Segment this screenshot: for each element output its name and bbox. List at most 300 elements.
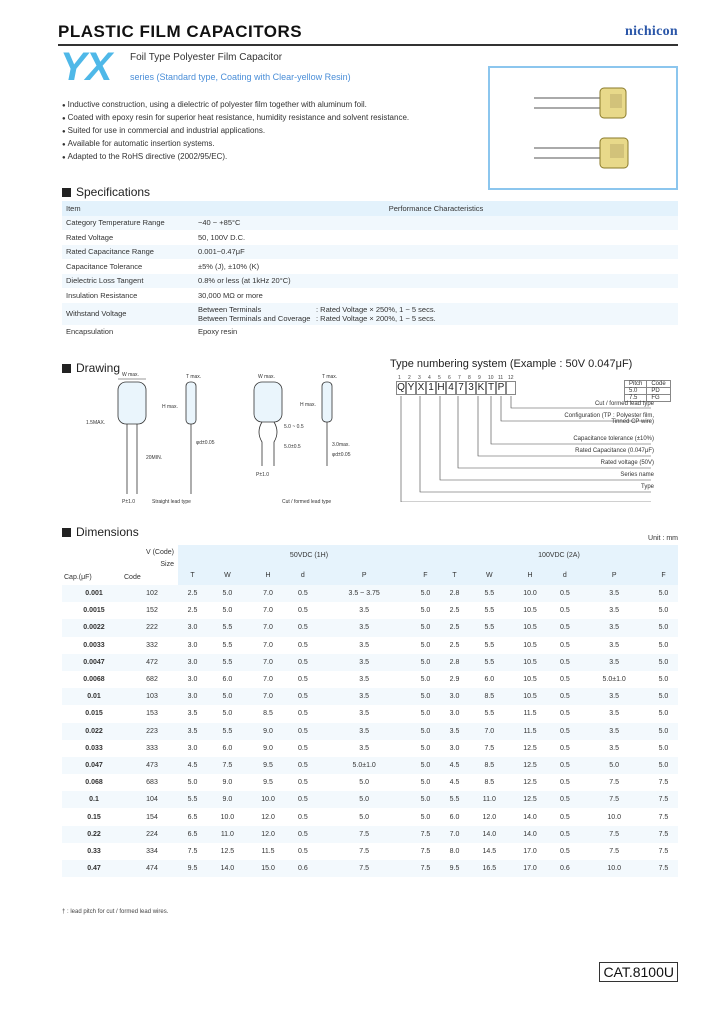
table-cell: 0.5	[559, 710, 570, 718]
table-cell: 0.5	[550, 826, 579, 843]
table-cell: 8.5	[469, 757, 510, 774]
table-row	[62, 637, 678, 654]
table-cell: 0.5	[298, 641, 308, 649]
table-cell: 5.0	[658, 641, 669, 649]
column-header: W	[469, 565, 510, 585]
table-cell: 5.0	[222, 710, 233, 718]
table-cell: 5.0	[359, 813, 370, 821]
table-cell: 7.0	[248, 619, 289, 636]
table-cell: 3.0	[178, 654, 207, 671]
table-cell: 3.5	[359, 744, 370, 752]
table-cell: 7.5	[484, 744, 495, 752]
table-cell: 10.5	[510, 654, 551, 671]
table-row	[62, 602, 678, 619]
capacitance-cell: 0.0015	[83, 607, 105, 615]
table-cell: 10.5	[523, 641, 537, 649]
table-cell: 5.0	[649, 723, 678, 740]
table-cell: 3.5	[579, 723, 649, 740]
table-cell: 0.5	[288, 619, 317, 636]
code-cell: 474	[126, 860, 178, 877]
capacitance-cell: 0.0047	[62, 654, 126, 671]
table-cell: 2.5	[187, 607, 198, 615]
feature-item: ● Available for automatic insertion systems.	[62, 138, 409, 151]
table-cell: 3.0	[187, 641, 198, 649]
table-cell: 5.0	[411, 688, 440, 705]
column-header: T	[178, 565, 207, 585]
capacitance-cell: 0.22	[62, 826, 126, 843]
column-header: P	[579, 565, 649, 585]
capacitance-cell: 0.33	[87, 847, 101, 855]
table-cell: 8.5	[484, 779, 495, 787]
code-cell: 222	[126, 619, 178, 636]
table-cell: 7.5	[579, 791, 649, 808]
table-cell: 0.5	[298, 710, 308, 718]
table-cell: 10.5	[510, 688, 551, 705]
table-cell: 4.5	[178, 757, 207, 774]
table-row	[62, 860, 678, 877]
table-cell: 10.0	[248, 791, 289, 808]
table-row	[62, 619, 678, 636]
table-cell: 12.5	[510, 757, 551, 774]
code-cell: 223	[126, 723, 178, 740]
table-cell: 5.0	[411, 585, 440, 602]
table-cell: 0.5	[298, 607, 308, 615]
table-cell: 0.6	[550, 860, 579, 877]
spec-row: Dielectric Loss Tangent 0.8% or less (at 1kHz 20°C)	[62, 274, 678, 289]
table-cell: 7.0	[263, 676, 273, 684]
table-cell: 0.5	[288, 723, 317, 740]
capacitance-cell: 0.015	[85, 710, 103, 718]
table-cell: 12.5	[523, 744, 537, 752]
table-cell: 6.0	[484, 676, 495, 684]
capacitance-cell: 0.15	[87, 813, 101, 821]
table-cell: 9.0	[207, 791, 248, 808]
table-cell: 12.0	[261, 813, 275, 821]
table-cell: 3.5	[178, 723, 207, 740]
type-numbering-title: Type numbering system (Example : 50V 0.047μF)	[390, 358, 633, 370]
table-cell: 5.0	[411, 654, 440, 671]
table-cell: 3.5	[579, 654, 649, 671]
table-cell: 3.5	[440, 723, 469, 740]
table-cell: 0.5	[559, 744, 570, 752]
table-cell: 5.0	[411, 723, 440, 740]
table-cell: 7.5	[317, 860, 411, 877]
type-digit-row: 1 2 3 4 5 6 7 8 9 10 11 12	[398, 375, 514, 381]
table-cell: 3.5	[579, 688, 649, 705]
table-cell: 5.5	[207, 654, 248, 671]
table-cell: 12.5	[510, 791, 551, 808]
table-cell: 7.0	[469, 723, 510, 740]
table-row	[62, 740, 678, 757]
column-header: H	[510, 565, 551, 585]
table-row	[62, 808, 678, 825]
capacitance-cell: 0.0022	[62, 619, 126, 636]
svg-text:Cut / formed lead type: Cut / formed lead type	[282, 499, 332, 505]
column-header: W	[207, 565, 248, 585]
code-cell: 683	[146, 779, 158, 787]
table-cell: 7.0	[248, 654, 289, 671]
table-cell: 15.0	[248, 860, 289, 877]
svg-text:5.0 ~ 0.5: 5.0 ~ 0.5	[284, 424, 304, 430]
table-cell: 3.5	[579, 585, 649, 602]
svg-text:3.0max.: 3.0max.	[332, 442, 350, 448]
table-cell: 5.0	[658, 744, 669, 752]
table-cell: 2.5	[178, 585, 207, 602]
footnote: † : lead pitch for cut / formed lead wires.	[62, 909, 169, 915]
table-cell: 11.5	[261, 847, 275, 855]
table-cell: 3.0	[178, 619, 207, 636]
table-row	[62, 723, 678, 740]
column-header: d	[288, 565, 317, 585]
table-cell: 9.0	[248, 723, 289, 740]
table-cell: 0.5	[559, 641, 570, 649]
column-header: F	[649, 565, 678, 585]
table-cell: 5.5	[207, 723, 248, 740]
table-cell: 3.0	[187, 676, 198, 684]
table-cell: 5.5	[469, 585, 510, 602]
table-cell: 12.0	[248, 826, 289, 843]
table-row	[62, 843, 678, 860]
column-header: F	[411, 565, 440, 585]
table-cell: 3.5 ~ 3.75	[317, 585, 411, 602]
svg-text:P±1.0: P±1.0	[256, 472, 270, 478]
table-cell: 14.5	[482, 847, 497, 855]
unit-label: Unit : mm	[648, 535, 678, 542]
series-description: Foil Type Polyester Film Capacitor	[130, 52, 283, 63]
table-cell: 2.8	[440, 654, 469, 671]
svg-text:φd±0.05: φd±0.05	[332, 452, 351, 458]
table-cell: 0.5	[298, 813, 308, 821]
table-cell: 7.0	[248, 688, 289, 705]
table-cell: 0.5	[559, 779, 570, 787]
table-cell: 5.0	[420, 607, 431, 615]
table-cell: 5.5	[469, 619, 510, 636]
table-cell: 0.5	[559, 676, 570, 684]
code-cell: 473	[126, 757, 178, 774]
catalog-number: CAT.8100U	[599, 962, 678, 982]
code-cell: 334	[146, 847, 158, 855]
table-cell: 5.0	[658, 607, 669, 615]
table-cell: 7.0	[248, 585, 289, 602]
table-cell: 5.5	[440, 791, 469, 808]
table-cell: 7.5	[187, 847, 198, 855]
table-row	[62, 791, 678, 808]
table-cell: 3.5	[359, 676, 370, 684]
table-cell: 9.5	[248, 757, 289, 774]
table-cell: 0.5	[559, 813, 570, 821]
table-cell: 0.6	[288, 860, 317, 877]
type-callout-labels: Cut / formed lead type Configuration (TP : Polyester film, Tinned CP wire) Capacitance tolerance (±10%) Rated Capacitance (0.047μF) Rated voltage (50V) Series name Type	[564, 401, 654, 490]
code-cell: 104	[126, 791, 178, 808]
dimension-drawing	[86, 366, 386, 511]
table-cell: 7.5	[359, 847, 370, 855]
table-cell: 5.0	[207, 688, 248, 705]
dimensions-heading: Dimensions	[62, 525, 139, 539]
table-cell: 6.5	[187, 813, 198, 821]
table-cell: 9.5	[440, 860, 469, 877]
table-cell: 10.0	[579, 860, 649, 877]
table-cell: 8.0	[449, 847, 460, 855]
table-cell: 10.5	[523, 676, 537, 684]
table-cell: 10.5	[510, 619, 551, 636]
column-header: P	[317, 565, 411, 585]
table-cell: 5.0	[207, 585, 248, 602]
table-cell: 12.5	[523, 779, 537, 787]
table-cell: 11.5	[523, 710, 537, 718]
capacitance-cell: 0.022	[62, 723, 126, 740]
svg-text:H max.: H max.	[162, 404, 178, 410]
table-cell: 17.0	[510, 860, 551, 877]
table-cell: 7.0	[263, 607, 273, 615]
table-cell: 5.0	[420, 813, 431, 821]
table-cell: 11.5	[510, 723, 551, 740]
table-cell: 0.5	[550, 619, 579, 636]
table-cell: 8.5	[263, 710, 273, 718]
table-row	[62, 705, 678, 722]
table-cell: 5.5	[469, 654, 510, 671]
table-row	[62, 585, 678, 602]
table-cell: 3.0	[440, 688, 469, 705]
table-cell: 14.0	[207, 860, 248, 877]
feature-item: ● Suited for use in commercial and industrial applications.	[62, 125, 409, 138]
table-cell: 3.5	[317, 688, 411, 705]
table-row	[62, 688, 678, 705]
table-cell: 0.5	[550, 585, 579, 602]
table-cell: 2.5	[449, 641, 460, 649]
table-cell: 14.0	[469, 826, 510, 843]
table-cell: 10.0	[607, 813, 621, 821]
spec-row: Capacitance Tolerance ±5% (J), ±10% (K)	[66, 261, 260, 271]
table-cell: 7.5	[317, 826, 411, 843]
series-code: YX	[60, 45, 112, 89]
column-header: d	[550, 565, 579, 585]
table-cell: 5.5	[484, 710, 495, 718]
table-cell: 10.0	[220, 813, 235, 821]
table-cell: 5.0±1.0	[317, 757, 411, 774]
table-cell: 5.0	[420, 710, 431, 718]
svg-text:H max.: H max.	[300, 402, 316, 408]
table-cell: 3.5	[359, 710, 370, 718]
spec-row: Encapsulation Epoxy resin	[66, 327, 238, 337]
group-50v: 50VDC (1H)	[178, 545, 440, 565]
table-cell: 9.0	[263, 744, 273, 752]
table-cell: 8.5	[469, 688, 510, 705]
table-cell: 5.0	[411, 757, 440, 774]
table-cell: 0.5	[288, 654, 317, 671]
table-cell: 7.5	[207, 757, 248, 774]
code-cell: 333	[146, 744, 158, 752]
capacitance-cell: 0.033	[85, 744, 103, 752]
table-cell: 7.5	[649, 860, 678, 877]
table-cell: 16.5	[469, 860, 510, 877]
table-row	[62, 757, 678, 774]
code-cell: 103	[126, 688, 178, 705]
column-header: T	[440, 565, 469, 585]
table-cell: 12.0	[482, 813, 497, 821]
table-cell: 3.5	[609, 710, 620, 718]
table-cell: 4.5	[449, 779, 460, 787]
table-cell: 3.5	[359, 607, 370, 615]
table-cell: 0.5	[288, 585, 317, 602]
table-cell: 5.0±1.0	[602, 676, 626, 684]
title-rule	[58, 44, 678, 46]
table-cell: 5.0	[658, 676, 669, 684]
table-cell: 7.0	[263, 641, 273, 649]
table-cell: 5.0	[187, 779, 198, 787]
corner-header: V (Code) Size Cap.(μF) Code	[62, 545, 178, 585]
code-cell: 154	[146, 813, 158, 821]
capacitance-cell: 0.01	[62, 688, 126, 705]
table-cell: 0.5	[288, 688, 317, 705]
table-cell: 7.5	[609, 779, 620, 787]
table-cell: 6.5	[178, 826, 207, 843]
table-cell: 3.5	[359, 641, 370, 649]
table-cell: 7.5	[411, 826, 440, 843]
table-cell: 7.5	[609, 847, 620, 855]
svg-text:Straight lead type: Straight lead type	[152, 499, 191, 505]
table-cell: 0.5	[298, 744, 308, 752]
table-cell: 7.0	[440, 826, 469, 843]
svg-text:T max.: T max.	[322, 374, 338, 380]
table-cell: 5.0	[222, 607, 233, 615]
table-cell: 14.0	[523, 813, 537, 821]
table-cell: 5.0	[649, 619, 678, 636]
svg-text:W max.: W max.	[122, 372, 139, 378]
table-cell: 5.5	[484, 641, 495, 649]
specifications-table	[62, 201, 678, 339]
spec-col-item: Item	[62, 201, 194, 216]
table-cell: 5.0	[649, 585, 678, 602]
capacitor-image	[490, 68, 676, 188]
table-cell: 14.0	[510, 826, 551, 843]
table-cell: 4.5	[440, 757, 469, 774]
table-cell: 17.0	[523, 847, 537, 855]
spec-row: Rated Voltage 50, 100V D.C.	[66, 232, 246, 242]
table-cell: 6.0	[449, 813, 460, 821]
table-cell: 5.0	[420, 779, 431, 787]
table-cell: 0.5	[298, 847, 308, 855]
table-cell: 5.0	[658, 710, 669, 718]
capacitance-cell: 0.047	[62, 757, 126, 774]
table-cell: 9.0	[222, 779, 233, 787]
table-cell: 0.5	[550, 757, 579, 774]
table-cell: 3.5	[609, 607, 620, 615]
feature-list	[62, 99, 409, 164]
table-cell: 3.0	[187, 744, 198, 752]
svg-text:5.0±0.5: 5.0±0.5	[284, 444, 301, 450]
table-cell: 2.8	[440, 585, 469, 602]
table-cell: 3.5	[317, 619, 411, 636]
table-cell: 6.0	[222, 676, 233, 684]
drawing-heading: Drawing	[62, 361, 120, 375]
table-cell: 9.5	[178, 860, 207, 877]
table-cell: 3.0	[449, 744, 460, 752]
feature-item: ● Coated with epoxy resin for superior heat resistance, humidity resistance and solvent resistance.	[62, 112, 409, 125]
code-cell: 102	[126, 585, 178, 602]
table-row	[62, 671, 678, 688]
table-cell: 3.0	[449, 710, 460, 718]
spec-row: Rated Capacitance Range 0.001~0.47μF	[62, 245, 678, 260]
table-cell: 3.5	[609, 744, 620, 752]
capacitance-cell: 0.0068	[83, 676, 105, 684]
table-cell: 5.0	[420, 676, 431, 684]
code-cell: 682	[146, 676, 158, 684]
svg-text:20MIN.: 20MIN.	[146, 455, 163, 461]
table-row	[62, 826, 678, 843]
table-cell: 5.0	[649, 688, 678, 705]
pitch-code-table: Pitch Code 5.0 PD 7.5 FG	[624, 380, 671, 402]
table-cell: 11.0	[207, 826, 248, 843]
capacitance-cell: 0.47	[62, 860, 126, 877]
series-subtitle: series (Standard type, Coating with Clear-yellow Resin)	[130, 72, 351, 82]
dimensions-table	[62, 545, 678, 877]
brand-logo: nichicon	[625, 24, 678, 39]
spec-row: Withstand Voltage Between Terminals : Rated Voltage × 250%, 1 ~ 5 secs. Between Terminals and Coverage : Rated Voltage × 200%, 1 ~ 5 secs.	[62, 303, 678, 325]
code-cell: 332	[146, 641, 158, 649]
table-cell: 5.5	[178, 791, 207, 808]
table-cell: 3.5	[317, 723, 411, 740]
table-cell: 9.5	[263, 779, 273, 787]
table-cell: 2.5	[449, 607, 460, 615]
code-cell: 224	[126, 826, 178, 843]
table-cell: 0.5	[298, 676, 308, 684]
table-cell: 0.5	[550, 723, 579, 740]
svg-text:1.5MAX.: 1.5MAX.	[86, 420, 106, 426]
feature-item: ● Inductive construction, using a dielectric of polyester film together with aluminum foil.	[62, 99, 409, 112]
table-cell: 7.5	[658, 779, 669, 787]
spec-row: Insulation Resistance 30,000 MΩ or more	[66, 290, 263, 300]
table-cell: 7.5	[420, 847, 431, 855]
table-cell: 7.5	[579, 826, 649, 843]
table-cell: 7.5	[649, 826, 678, 843]
table-cell: 5.5	[222, 641, 233, 649]
table-cell: 2.5	[440, 619, 469, 636]
table-cell: 0.5	[550, 688, 579, 705]
svg-text:P±1.0: P±1.0	[122, 499, 136, 505]
specifications-heading: Specifications	[62, 185, 150, 199]
capacitance-cell: 0.1	[62, 791, 126, 808]
table-row	[62, 774, 678, 791]
product-photo	[488, 66, 678, 190]
table-cell: 11.0	[469, 791, 510, 808]
table-cell: 0.5	[298, 779, 308, 787]
type-code-boxes: Q Y X 1 H 4 7 3 K T P	[396, 381, 516, 395]
table-cell: 3.5	[317, 654, 411, 671]
table-cell: 0.5	[559, 607, 570, 615]
capacitance-cell: 0.001	[62, 585, 126, 602]
table-cell: 5.5	[207, 619, 248, 636]
table-cell: 5.0	[579, 757, 649, 774]
table-cell: 6.0	[222, 744, 233, 752]
spec-row: Category Temperature Range −40 ~ +85°C	[62, 216, 678, 231]
spec-col-performance: Performance Characteristics	[194, 201, 678, 216]
table-cell: 7.5	[649, 791, 678, 808]
code-cell: 153	[146, 710, 158, 718]
column-header: H	[248, 565, 289, 585]
table-cell: 12.5	[220, 847, 235, 855]
table-cell: 0.5	[288, 757, 317, 774]
table-cell: 5.0	[420, 744, 431, 752]
table-cell: 5.0	[317, 791, 411, 808]
table-cell: 3.5	[579, 619, 649, 636]
table-cell: 5.0	[411, 619, 440, 636]
table-cell: 5.0	[649, 654, 678, 671]
table-cell: 10.5	[523, 607, 537, 615]
table-cell: 5.0	[649, 757, 678, 774]
table-cell: 0.5	[288, 791, 317, 808]
table-cell: 0.5	[550, 654, 579, 671]
table-cell: 7.5	[658, 847, 669, 855]
